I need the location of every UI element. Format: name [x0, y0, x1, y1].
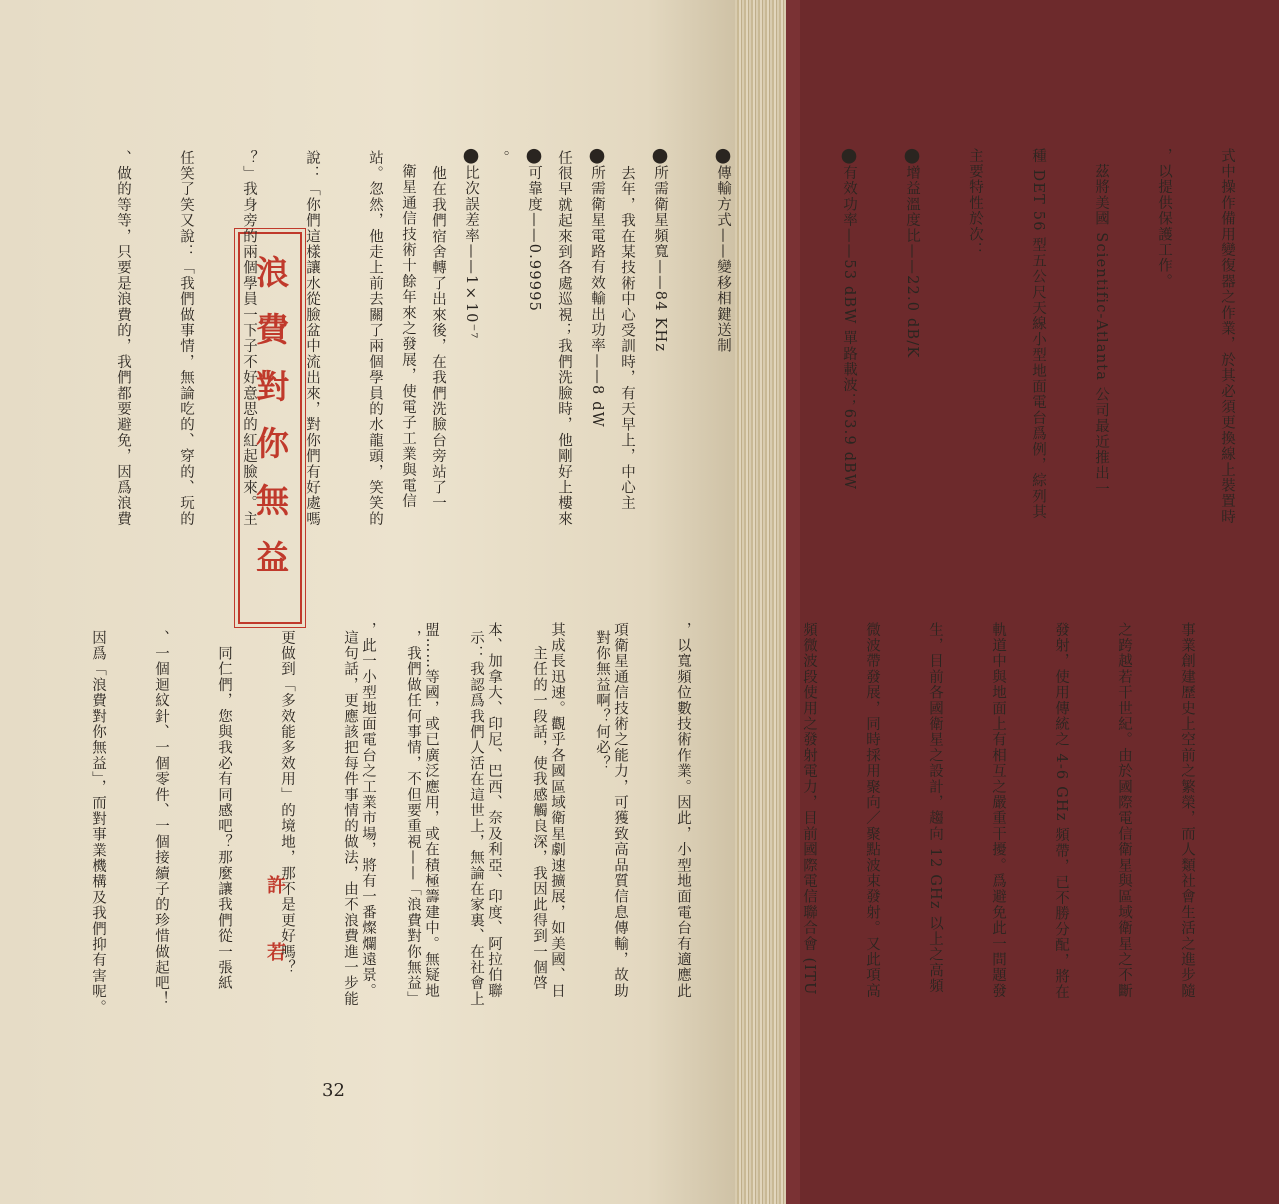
- paragraph-line: 其成長迅速。觀乎各國區域衛星劇速擴展，如美國、日: [549, 622, 565, 999]
- top-left-column: [70, 150, 679, 590]
- paragraph-line: 更做到「多效能多效用」的境地，那不是更好嗎？: [279, 630, 295, 976]
- paragraph-line: 對你無益啊？何必？: [594, 630, 610, 772]
- paragraph-line: ，我們做任何事情，不但要重視——「浪費對你無益」: [405, 630, 421, 1007]
- spec-item: ⬤可靠度——0.99995: [526, 148, 542, 313]
- spec-item: ⬤所需衛星電路有效輸出功率——8 dW: [589, 148, 605, 428]
- paragraph-line: 站。忽然，他走上前去關了兩個學員的水龍頭，笑笑的: [367, 150, 383, 527]
- paragraph-line: 事業創建歷史上空前之繁榮，而人類社會生活之進步隨: [1179, 622, 1195, 999]
- spec-item: ⬤傳輸方式——變移相鍵送制: [715, 148, 731, 354]
- spec-item: ⬤比次誤差率——1×10⁻⁷: [463, 148, 479, 340]
- paragraph-line: ，以寬頻位數技術作業。因此，小型地面電台有適應此: [675, 622, 691, 999]
- paragraph-line: 衛星通信技術十餘年來之發展，使電子工業與電信: [400, 148, 416, 510]
- paragraph-line: 、一個迴紋針、一個零件、一個接續子的珍惜做起吧！: [153, 630, 169, 1007]
- paragraph-line: 項衛星通信技術之能力，可獲致高品質信息傳輸，故助: [612, 622, 628, 999]
- spec-item: ⬤所需衛星頻寬——84 KHz: [652, 148, 668, 353]
- paragraph-line: 他在我們宿舍轉了出來後，在我們洗臉台旁站了一: [430, 150, 446, 512]
- paragraph-line: 主任的一段話，使我感觸良深，我因此得到一個啓: [531, 630, 547, 992]
- paragraph-line: 軌道中與地面上有相互之嚴重干擾。爲避免此一問題發: [990, 622, 1006, 999]
- paragraph-line: 因爲「浪費對你無益」，而對事業機構及我們抑有害呢。: [90, 630, 106, 1016]
- paragraph-line: ，以提供保護工作。: [1156, 148, 1172, 290]
- paragraph-line: 發射，使用傳統之 4-6 GHz 頻帶，已不勝分配，將在: [1053, 622, 1069, 1001]
- paragraph-line: 去年，我在某技術中心受訓時，有天早上，中心主: [619, 150, 635, 512]
- page-edges: [735, 0, 800, 1204]
- paragraph-line: 同仁們，您與我必有同感吧？那麼讓我們從一張紙: [216, 630, 232, 992]
- paragraph-line: 之跨越若干世紀。由於國際電信衛星與區域衛星之不斷: [1116, 622, 1132, 999]
- paragraph-line: 種 DET 56 型五公尺天線小型地面電台爲例，綜列其: [1030, 148, 1046, 521]
- paragraph-line: 示：我認爲我們人活在這世上，無論在家裏、在社會上: [468, 630, 484, 1007]
- paragraph-line: ？」我身旁的兩個學員一下子不好意思的紅起臉來。主: [241, 150, 257, 527]
- bottom-left-column: [45, 630, 654, 1060]
- paragraph-line: 。: [493, 150, 509, 166]
- paragraph-line: 任笑了笑又說：「我們做事情，無論吃的、穿的、玩的: [178, 150, 194, 527]
- paragraph-line: 本、加拿大、印尼、巴西、奈及利亞、印度、阿拉伯聯: [486, 622, 502, 999]
- paragraph-line: 茲將美國 Scientific-Atlanta 公司最近推出一: [1093, 148, 1109, 497]
- paragraph-line: 盟……等國，或已廣泛應用，或在積極籌建中。無疑地: [423, 622, 439, 999]
- paragraph-line: 生，目前各國衛星之設計，趨向 12 GHz 以上之高頻: [927, 622, 943, 995]
- paragraph-line: 頻微波段使用之發射電力，目前國際電信聯合會 (ITU: [801, 622, 817, 996]
- paragraph-line: 主要特性於次：: [967, 148, 983, 258]
- page-number: 32: [322, 1080, 345, 1101]
- paragraph-line: 微波帶發展，同時採用聚向／聚點波束發射。又此項高: [864, 622, 880, 999]
- spec-item: ⬤有效功率——53 dBW 單路載波；63.9 dBW: [841, 148, 857, 491]
- author-name: 許若: [264, 875, 286, 1009]
- paragraph-line: ，此一小型地面電台之工業市場，將有一番燦爛遠景。: [360, 622, 376, 999]
- article-title: 浪費對你無益: [251, 255, 290, 597]
- paragraph-line: 、做的等等，只要是浪費的，我們都要避免，因爲浪費: [115, 150, 131, 527]
- paragraph-line: 這句話，更應該把每件事情的做法，由不浪費進一步能: [342, 630, 358, 1007]
- paragraph-line: 任很早就起來到各處巡視；我們洗臉時，他剛好上樓來: [556, 150, 572, 527]
- paragraph-line: 式中操作備用變復器之作業，於其必須更換線上裝置時: [1219, 148, 1235, 525]
- paragraph-line: 說：「你們這樣讓水從臉盆中流出來，對你們有好處嗎: [304, 150, 320, 527]
- spec-item: ⬤增益溫度比——22.0 dB/K: [904, 148, 920, 359]
